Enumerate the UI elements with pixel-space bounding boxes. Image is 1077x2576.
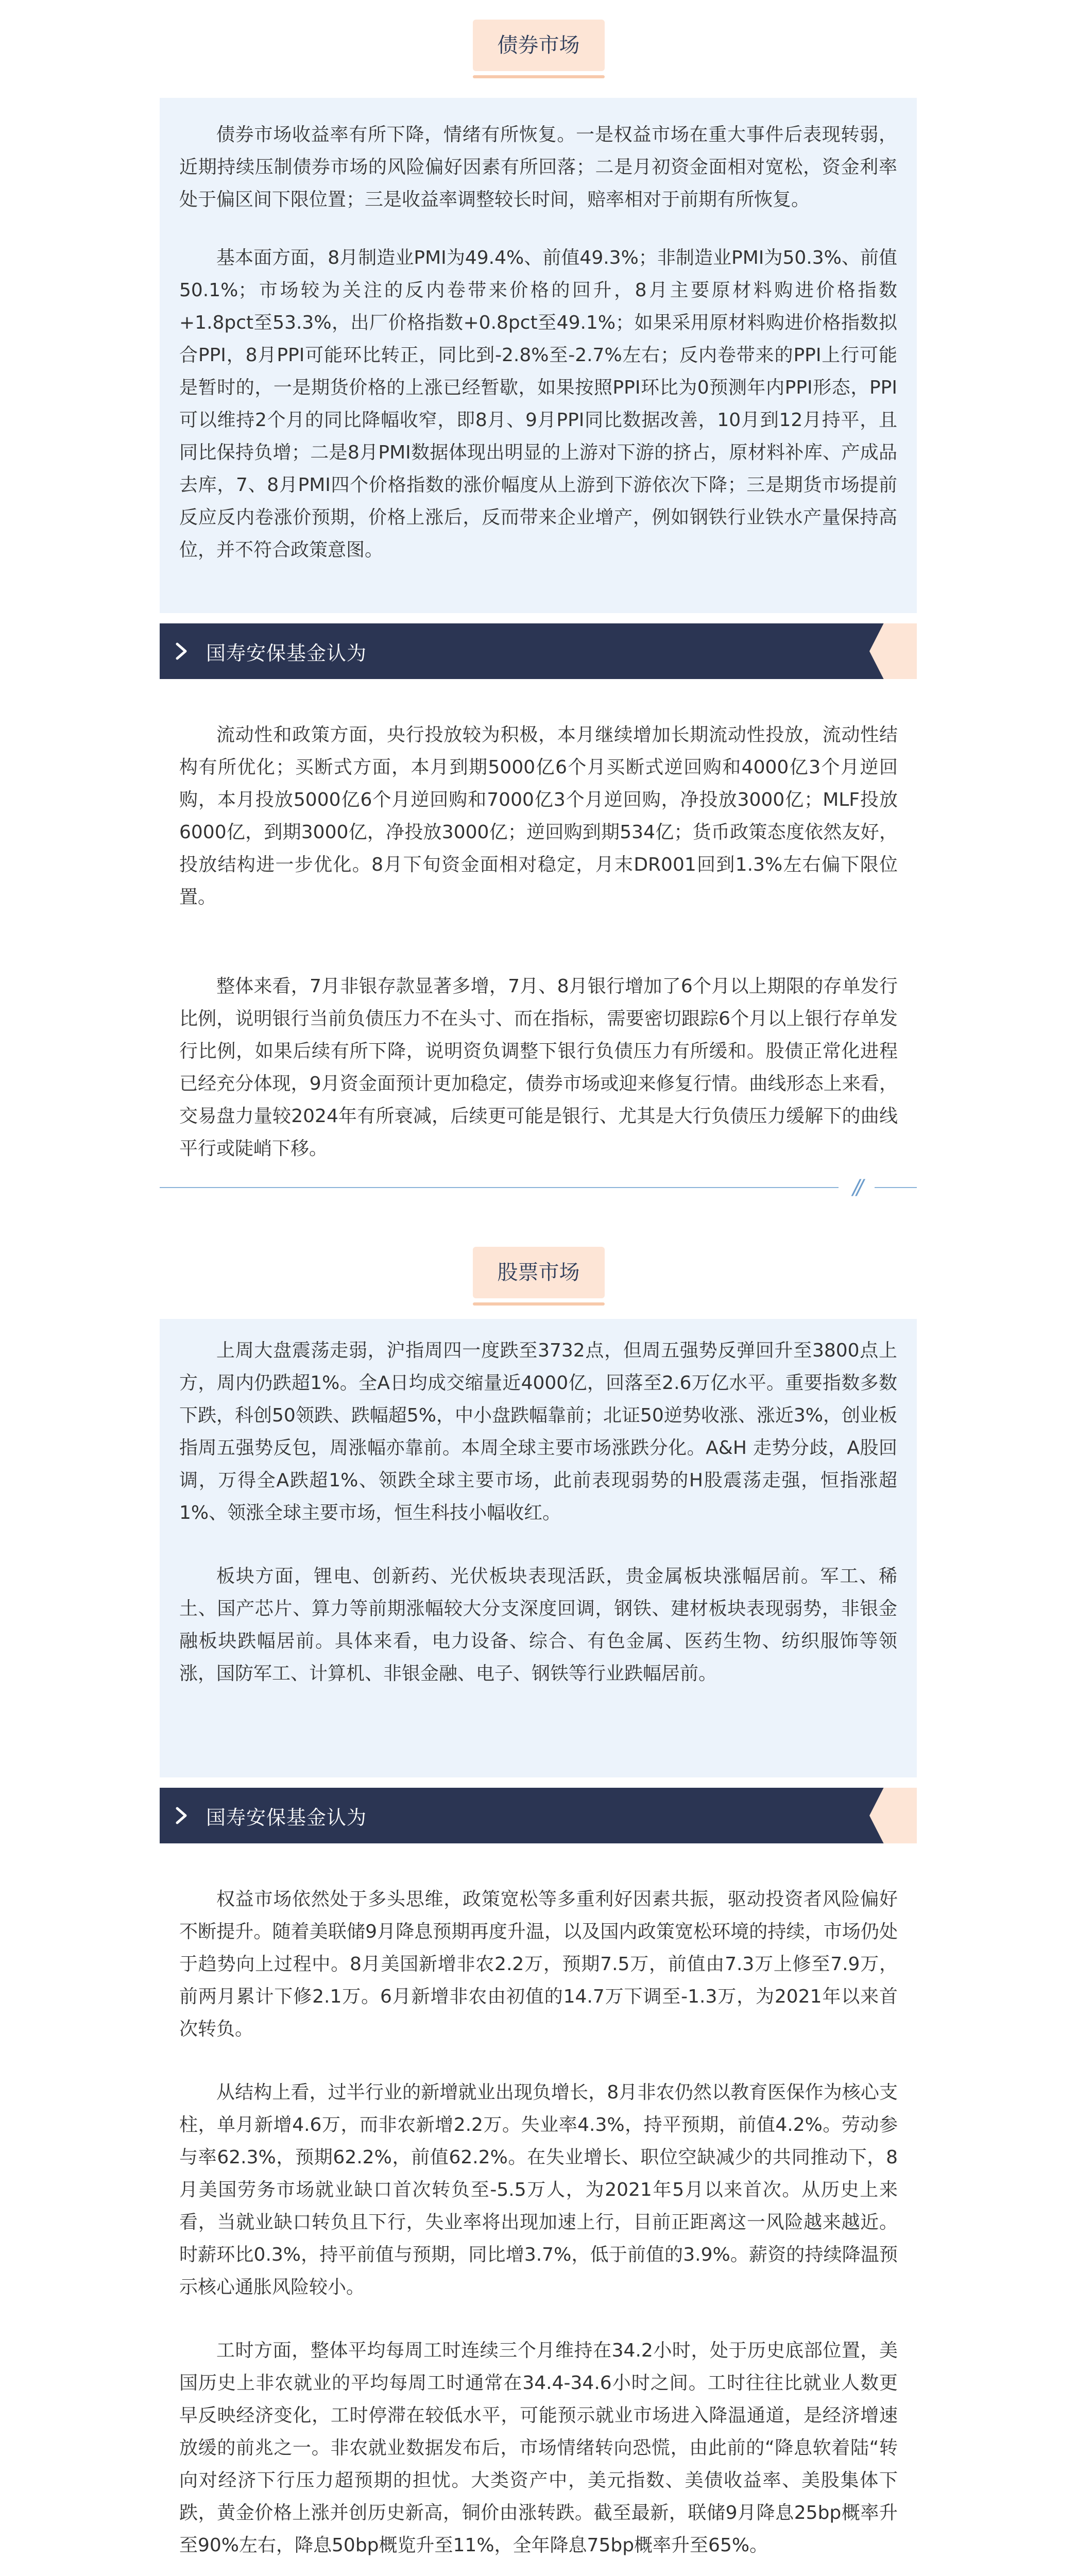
banner-cap-decoration [869,623,917,679]
paragraph: 工时方面，整体平均每周工时连续三个月维持在34.2小时，处于历史底部位置，美国历史上非农就业的平均每周工时通常在34.4-34.6小时之间。工时往往比就业人数更早反映经济变化，工时停滞在较低水平，可能预示就业市场进入降温通道，是经济增速放缓的前兆之一。非农就业数据发布后，市场情绪转向恐慌，由此前的“降息软着陆“转向对经济下行压力超预期的担忧。大类资产中，美元指数、美债收益率、美股集体下跌，黄金价格上涨并创历史新高，铜价由涨转跌。截至最新，联储9月降息25bp概率升至90%左右，降息50bp概览升至11%，全年降息75bp概率升至65%。 [179,2340,898,2556]
chevron-right-icon [173,1807,191,1824]
paragraph: 权益市场依然处于多头思维，政策宽松等多重利好因素共振，驱动投资者风险偏好不断提升。随着美联储9月降息预期再度升温，以及国内政策宽松环境的持续，市场仍处于趋势向上过程中。8月美国新增非农2.2万，预期7.5万，前值由7.3万上修至7.9万，前两月累计下修2.1万。6月新增非农由初值的14.7万下调至-1.3万，为2021年以来首次转负。 [179,1889,898,2040]
bond-summary-panel [160,98,917,613]
paragraph: 整体来看，7月非银存款显著多增，7月、8月银行增加了6个月以上期限的存单发行比例，说明银行当前负债压力不在头寸、而在指标，需要密切跟踪6个月以上银行存单发行比例，如果后续有所下降，说明资负调整下银行负债压力有所缓和。股债正常化进程已经充分体现，9月资金面预计更加稳定，债券市场或迎来修复行情。曲线形态上来看，交易盘力量较2024年有所衰减，后续更可能是银行、尤其是大行负债压力缓解下的曲线平行或陡峭下移。 [179,976,898,1159]
divider-mark: // [839,1177,875,1198]
section-divider [160,1177,917,1198]
banner-label: 国寿安保基金认为 [206,641,367,665]
view-banner-bond [160,623,917,679]
stock-summary-panel [160,1319,917,1777]
paragraph: 基本面方面，8月制造业PMI为49.4%、前值49.3%；非制造业PMI为50.3%、前值50.1%；市场较为关注的反内卷带来价格的回升，8月主要原材料购进价格指数+1.8pct至53.3%，出厂价格指数+0.8pct至49.1%；如果采用原材料购进价格指数拟合PPI，8月PPI可能环比转正，同比到-2.8%至-2.7%左右；反内卷带来的PPI上行可能是暂时的，一是期货价格的上涨已经暂歇，如果按照PPI环比为0预测年内PPI形态，PPI可以维持2个月的同比降幅收窄，即8月、9月PPI同比数据改善，10月到12月持平，且同比保持负增；二是8月PMI数据体现出明显的上游对下游的挤占，原材料补库、产成品去库，7、8月PMI四个价格指数的涨价幅度从上游到下游依次下降；三是期货市场提前反应反内卷涨价预期，价格上涨后，反而带来企业增产，例如钢铁行业铁水产量保持高位，并不符合政策意图。 [179,247,897,561]
paragraph: 上周大盘震荡走弱，沪指周四一度跌至3732点，但周五强势反弹回升至3800点上方，周内仍跌超1%。全A日均成交缩量近4000亿，回落至2.6万亿水平。重要指数多数下跌，科创50领跌、跌幅超5%，中小盘跌幅靠前；北证50逆势收涨、涨近3%，创业板指周五强势反包，周涨幅亦靠前。本周全球主要市场涨跌分化。A&H 走势分歧，A股回调，万得全A跌超1%、领跌全球主要市场，此前表现弱势的H股震荡走强，恒指涨超1%、领涨全球主要市场，恒生科技小幅收红。 [179,1340,897,1523]
view-banner-stock [160,1788,917,1843]
section-tag-stock [473,1247,605,1298]
paragraph: 流动性和政策方面，央行投放较为积极，本月继续增加长期流动性投放，流动性结构有所优化；买断式方面，本月到期5000亿6个月买断式逆回购和4000亿3个月逆回购，本月投放5000亿6个月逆回购和7000亿3个月逆回购，净投放3000亿；MLF投放6000亿，到期3000亿，净投放3000亿；逆回购到期534亿；货币政策态度依然友好，投放结构进一步优化。8月下旬资金面相对稳定，月末DR001回到1.3%左右偏下限位置。 [179,724,898,908]
banner-cap-decoration [869,1788,917,1843]
stock-view-text [179,1883,898,2562]
paragraph: 债券市场收益率有所下降，情绪有所恢复。一是权益市场在重大事件后表现转弱，近期持续压制债券市场的风险偏好因素有所回落；二是月初资金面相对宽松，资金利率处于偏区间下限位置；三是收益率调整较长时间，赔率相对于前期有所恢复。 [179,124,897,210]
section-tag-bond [473,20,605,71]
banner-label: 国寿安保基金认为 [206,1806,367,1829]
section-title: 股票市场 [497,1261,580,1284]
paragraph: 板块方面，锂电、创新药、光伏板块表现活跃，贵金属板块涨幅居前。军工、稀土、国产芯片、算力等前期涨幅较大分支深度回调，钢铁、建材板块表现弱势，非银金融板块跌幅居前。具体来看，电力设备、综合、有色金属、医药生物、纺织服饰等领涨，国防军工、计算机、非银金融、电子、钢铁等行业跌幅居前。 [179,1566,897,1684]
section-title: 债券市场 [497,33,580,57]
paragraph: 从结构上看，过半行业的新增就业出现负增长，8月非农仍然以教育医保作为核心支柱，单月新增4.6万，而非农新增2.2万。失业率4.3%，持平预期，前值4.2%。劳动参与率62.3%，预期62.2%，前值62.2%。在失业增长、职位空缺减少的共同推动下，8月美国劳务市场就业缺口首次转负至-5.5万人，为2021年5月以来首次。从历史上来看，当就业缺口转负且下行，失业率将出现加速上行，目前正距离这一风险越来越近。时薪环比0.3%，持平前值与预期，同比增3.7%，低于前值的3.9%。薪资的持续降温预示核心通胀风险较小。 [179,2082,898,2298]
chevron-right-icon [173,642,191,660]
bond-view-text [179,719,898,1165]
